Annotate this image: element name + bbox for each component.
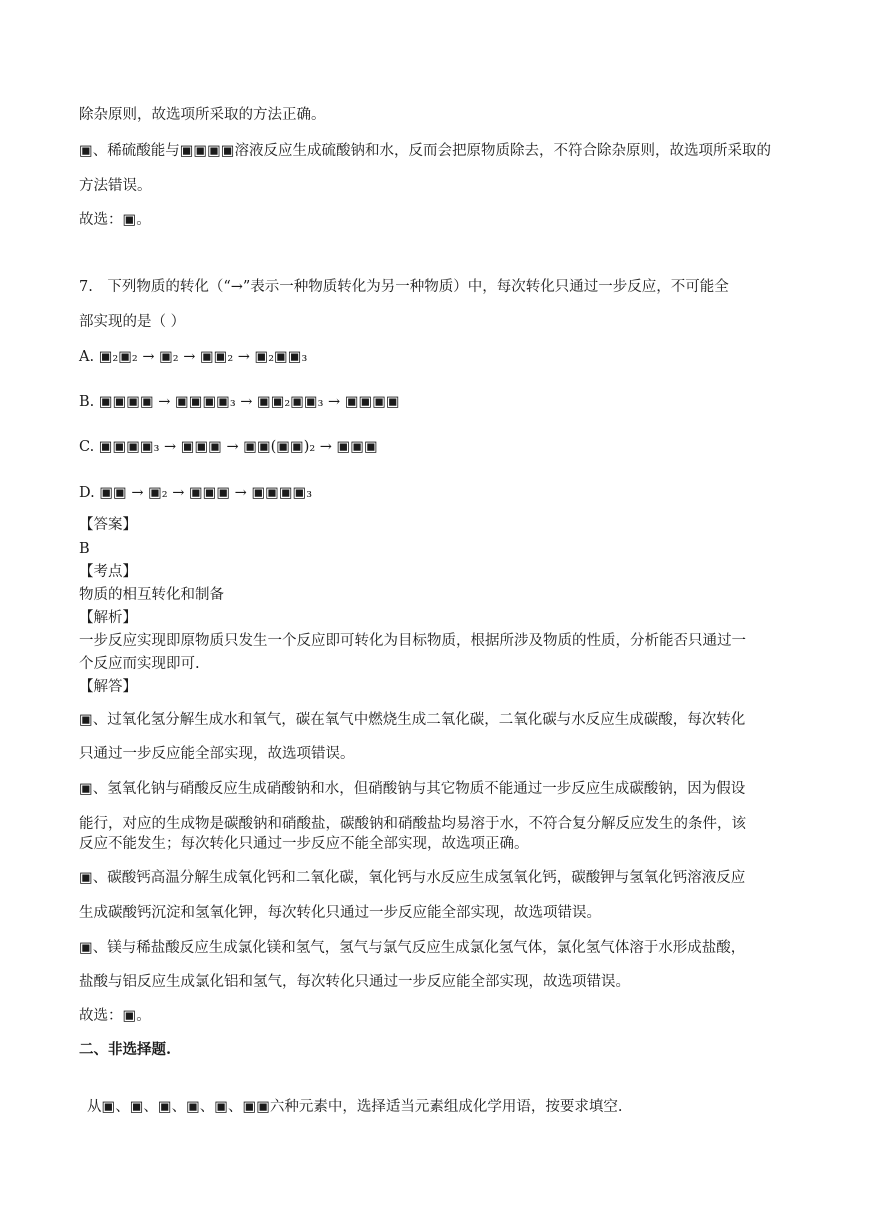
solution-text: 能行，对应的生成物是碳酸钠和硝酸盐，碳酸钠和硝酸盐均易溶于水，不符合复分解反应发生的条件，该 [79,816,746,832]
topic-value: 物质的相互转化和制备 [79,587,224,603]
answer-value: B [79,541,90,557]
text-line: 除杂原则，故选项所采取的方法正确。 [79,107,326,123]
option-b: B. ▣▣▣▣ → ▣▣▣▣₃ → ▣▣₂▣▣₃ → ▣▣▣▣ [79,394,400,410]
solution-heading: 【解答】 [79,679,137,695]
solution-text: ▣、镁与稀盐酸反应生成氯化镁和氢气，氢气与氯气反应生成氯化氢气体，氯化氢气体溶于水形成盐酸， [79,940,746,956]
analysis-heading: 【解析】 [79,610,137,626]
final-choice: 故选：▣。 [79,1008,151,1024]
solution-text: ▣、氢氧化钠与硝酸反应生成硝酸钠和水，但硝酸钠与其它物质不能通过一步反应生成碳酸钠，因为假设 [79,781,746,797]
answer-heading: 【答案】 [79,517,137,533]
text-line: 故选：▣。 [79,212,151,228]
question-stem: 7. 下列物质的转化（“→”表示一种物质转化为另一种物质）中，每次转化只通过一步反应，不可能全 [79,279,729,295]
option-a: A. ▣₂▣₂ → ▣₂ → ▣▣₂ → ▣₂▣▣₃ [79,349,308,365]
topic-heading: 【考点】 [79,564,137,580]
text-line: ▣、稀硫酸能与▣▣▣▣溶液反应生成硫酸钠和水，反而会把原物质除去，不符合除杂原则，故选项所采取的 [79,143,771,159]
question-stem: 部实现的是（ ） [79,314,186,330]
text-line: 方法错误。 [79,178,152,194]
solution-text: 反应不能发生；每次转化只通过一步反应不能全部实现，故选项正确。 [79,836,529,852]
analysis-text: 个反应而实现即可. [79,656,200,672]
solution-text: 生成碳酸钙沉淀和氢氧化钾，每次转化只通过一步反应能全部实现，故选项错误。 [79,905,601,921]
solution-text: 只通过一步反应能全部实现，故选项错误。 [79,746,355,762]
analysis-text: 一步反应实现即原物质只发生一个反应即可转化为目标物质，根据所涉及物质的性质，分析能否只通过一 [79,633,746,649]
question-intro: 从▣、▣、▣、▣、▣、▣▣六种元素中，选择适当元素组成化学用语，按要求填空. [87,1099,623,1115]
section-heading: 二、非选择题. [79,1041,172,1058]
option-c: C. ▣▣▣▣₃ → ▣▣▣ → ▣▣(▣▣)₂ → ▣▣▣ [79,439,378,455]
option-d: D. ▣▣ → ▣₂ → ▣▣▣ → ▣▣▣▣₃ [79,485,313,501]
solution-text: ▣、过氧化氢分解生成水和氧气，碳在氧气中燃烧生成二氧化碳，二氧化碳与水反应生成碳酸，每次转化 [79,712,746,728]
solution-text: ▣、碳酸钙高温分解生成氧化钙和二氧化碳，氧化钙与水反应生成氢氧化钙，碳酸钾与氢氧化钙溶液反应 [79,870,746,886]
solution-text: 盐酸与铝反应生成氯化铝和氢气，每次转化只通过一步反应能全部实现，故选项错误。 [79,974,630,990]
